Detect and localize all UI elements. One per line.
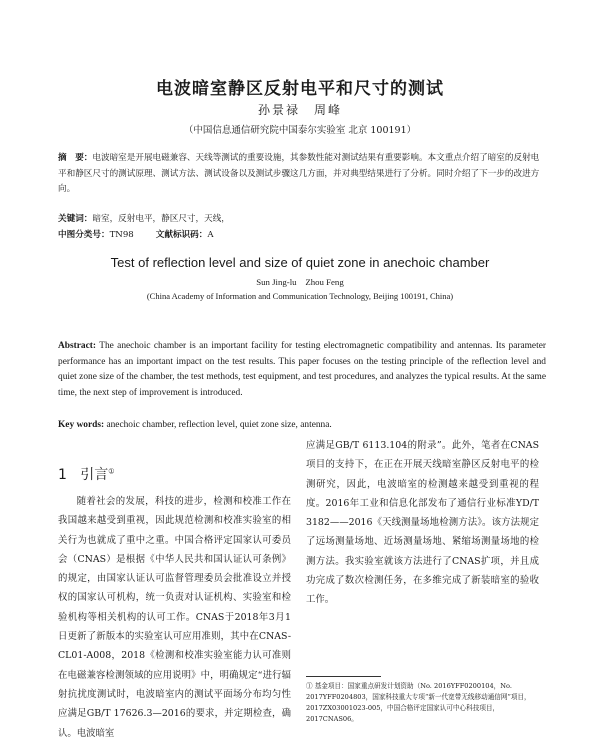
- section-title: 引言: [80, 467, 109, 483]
- body-column-left: [58, 492, 291, 743]
- keywords-cn-text: 暗室，反射电平，静区尺寸，天线，: [92, 214, 230, 224]
- abstract-cn: [58, 151, 546, 198]
- keywords-en-label: Key words:: [58, 420, 105, 430]
- intro-paragraph-right: 应满足GB/T 6113.104的附录”。此外，笔者在CNAS项目的支持下，在正在开展天线暗室静区反射电平的检测研究，因此，电波暗室的检测越来越受到重视的程度。2016年工业和信息化部发布了通信行业标准YD/T 3182——2016《天线测量场地检测方法》。该方法规定了远场测量场地、近场测量场地、紧缩场测量场地的检测方法。我实验室就该方法进行了CNAS扩项，并且成功完成了数次检测任务，在多维完成了新装暗室的验收工作。: [306, 440, 539, 606]
- footnote-divider: [306, 676, 381, 677]
- keywords-en-text: anechoic chamber, reflection level, quiet zone size, antenna.: [106, 420, 332, 430]
- abstract-cn-label: 摘 要：: [58, 153, 93, 163]
- abstract-cn-text: 电波暗室是开展电磁兼容、天线等测试的重要设施，其参数性能对测试结果有重要影响。本文重点介绍了暗室的反射电平和静区尺寸的测试原理、测试方法、测试设备以及测试步骤这几方面，并对典型结果进行了分析。同时介绍了下一步的改进方向。: [58, 153, 540, 194]
- affiliation-en: (China Academy of Information and Communication Technology, Beijing 100191, China): [146, 291, 454, 301]
- doc-code-label: 文献标识码：: [155, 230, 208, 240]
- footnote: ① 基金项目：国家重点研发计划资助（No. 2016YFF0200104，No. 2017YFF0204803，国家科技重大专项“新一代宽带无线移动通信网”项目，2017ZX03001023-005，中国合格评定国家认可中心科技项目，2017CNAS06。: [306, 682, 531, 723]
- classification-line: [58, 228, 546, 244]
- affiliation-cn: （中国信息通信研究院中国泰尔实验室 北京 100191）: [183, 125, 417, 136]
- doc-code-value: A: [207, 230, 214, 240]
- clc-value: TN98: [109, 230, 134, 240]
- abstract-en: [58, 339, 546, 401]
- keywords-cn: [58, 212, 546, 228]
- abstract-en-text: The anechoic chamber is an important facility for testing electromagnetic compatibility and antennas. Its parameter performance has an important impact on the test results. This paper focuses on the testing principle of the reflection level and quiet zone size of the chamber, the test methods, test equipment, and test procedures, and analyzes the typical results. At the same time, the next step of improvement is introduced.: [58, 341, 546, 398]
- authors-cn: 孙景禄 周峰: [257, 103, 342, 117]
- authors-en: Sun Jing-lu Zhou Feng: [256, 277, 344, 287]
- section-number: 1: [58, 467, 67, 483]
- keywords-en: [58, 418, 546, 434]
- paper-title-cn: 电波暗室静区反射电平和尺寸的测试: [156, 79, 444, 99]
- section-heading-intro: [58, 464, 115, 484]
- abstract-en-label: Abstract:: [58, 341, 97, 351]
- body-column-right: [306, 436, 539, 610]
- clc-label: 中图分类号：: [58, 230, 110, 240]
- keywords-cn-label: 关键词：: [58, 214, 93, 224]
- paper-title-en: Test of reflection level and size of quiet zone in anechoic chamber: [110, 255, 490, 270]
- intro-paragraph-left: 随着社会的发展，科技的进步，检测和校准工作在我国越来越受到重视，因此规范检测和校准实验室的相关行为也就成了重中之重。中国合格评定国家认可委员会（CNAS）是根据《中华人民共和国认证认可条例》的规定，由国家认证认可监督管理委员会批准设立并授权的国家认可机构，统一负责对认证机构、实验室和检验机构等相关机构的认可工作。CNAS于2018年3月1日更新了新版本的实验室认可应用准则，其中在CNAS-CL01-A008，2018《检测和校准实验室能力认可准则在电磁兼容检测领域的应用说明》中，明确规定“进行辐射抗扰度测试时，电波暗室内的测试平面场分布均匀性应满足GB/T 17626.3—2016的要求，并定期检查，确认。电波暗室: [58, 496, 291, 739]
- section-footnote-mark: ①: [108, 467, 115, 476]
